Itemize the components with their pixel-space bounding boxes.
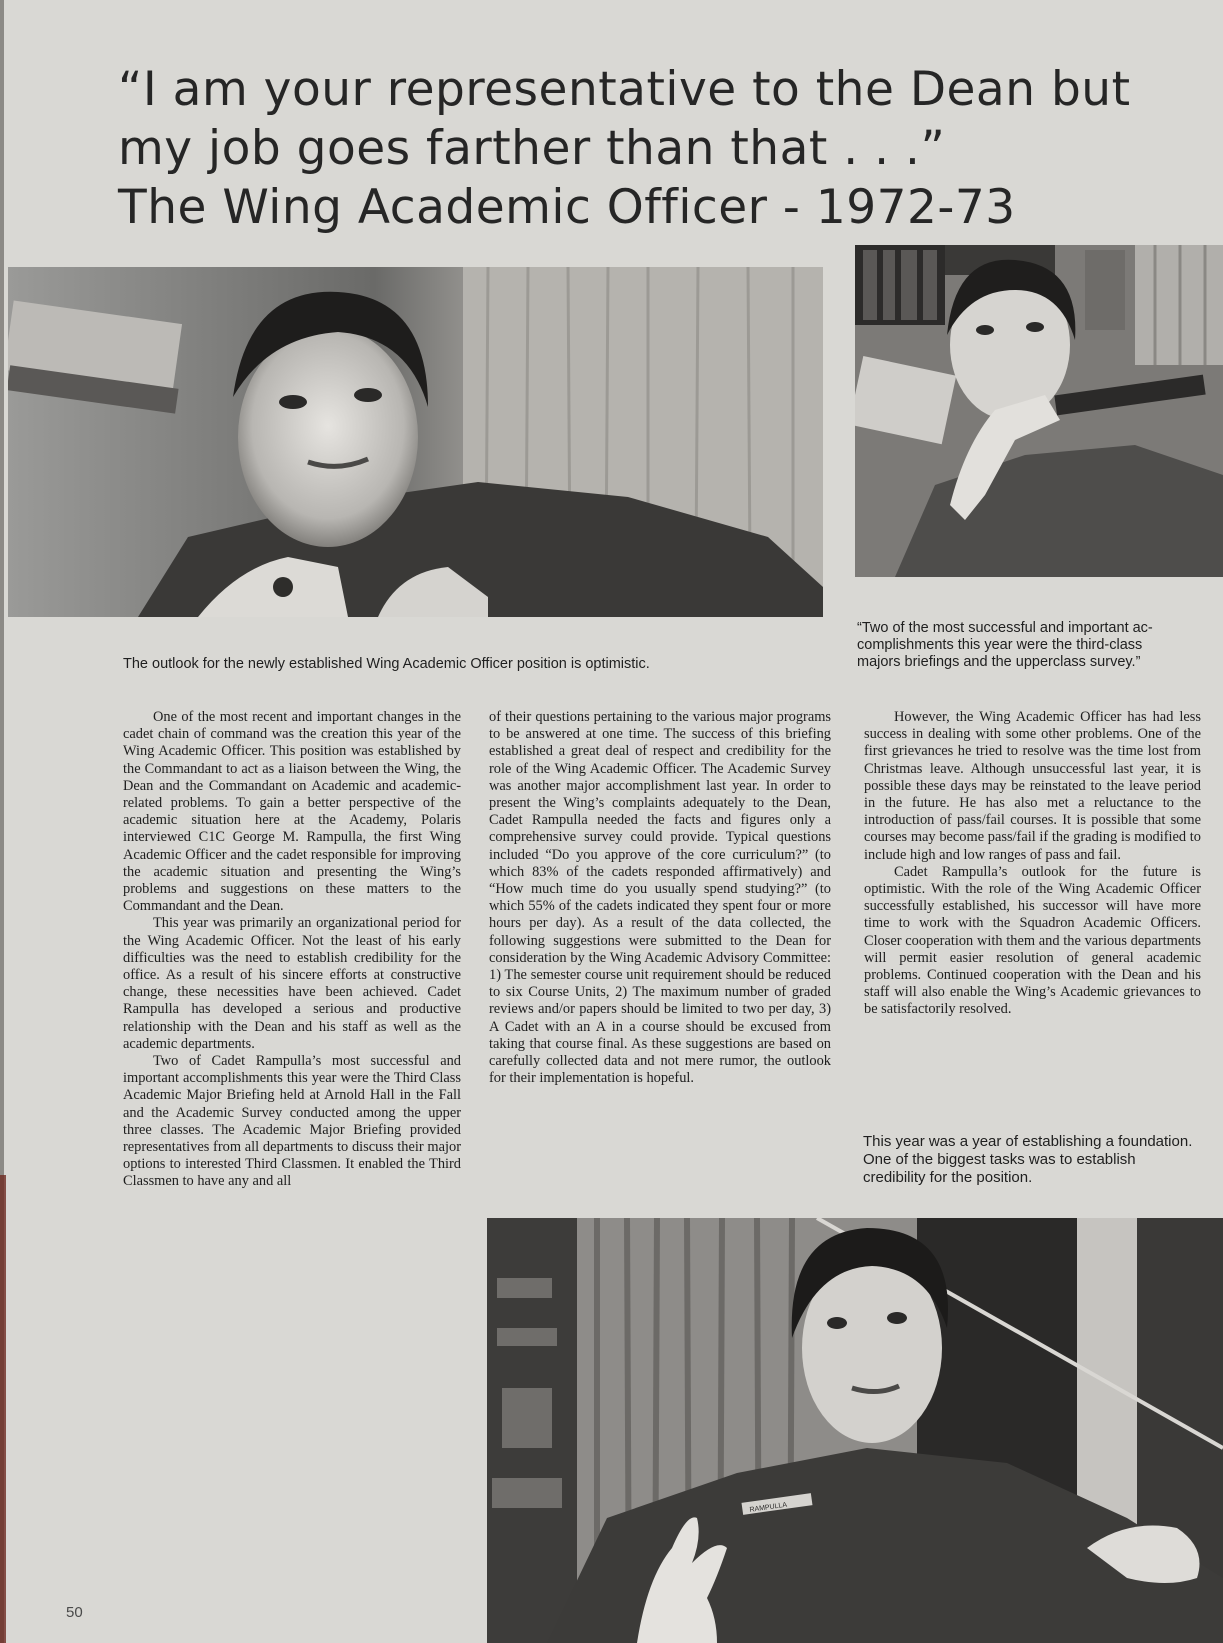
caption-bottom-line-2: One of the biggest tasks was to establish [863, 1151, 1136, 1168]
article-column-2 [489, 709, 831, 1087]
caption-bottom-line-1: This year was a year of establishing a foundation. [863, 1133, 1193, 1150]
photo-cadet-hand-on-chin [855, 245, 1223, 577]
photo-cadet-leaning-back [8, 267, 823, 617]
uniform-nametag: RAMPULLA [749, 1501, 788, 1514]
article-column-3 [864, 709, 1201, 1019]
article-paragraph: of their questions pertaining to the various major programs to be answered at one time. The success of this briefing established a great deal of respect and credibility for the role of the Wing Academic Officer. The Academic Survey was another major accomplishment last year. In order to present the Wing’s complaints adequately to the Dean, Cadet Rampulla needed the facts and figures only a comprehensive survey could provide. Typical questions included “Do you approve of the core curriculum?” (to which 83% of the cadets responded affirmatively) and “How much time do you usually spend studying?” (to which 55% of the cadets indicated they spent four or more hours per day). As a result of the data collected, the following suggestions were submitted to the Dean for consideration by the Wing Academic Advisory Committee: 1) The semester course unit requirement should be reduced to six Course Units, 2) The maximum number of graded reviews and/or papers should be limited to two per day, 3) A Cadet with an A in a course should be excused from taking that course final. As these suggestions are based on carefully collected data and not mere rumor, the outlook for their implementation is hopeful. [489, 709, 831, 1087]
caption-right-line-3: majors briefings and the upperclass survey.” [857, 654, 1141, 670]
article-paragraph: Cadet Rampulla’s outlook for the future is optimistic. With the role of the Wing Academic Officer successfully established, his successor will have more time to work with the Squadron Academic Officers. Closer cooperation with them and the various departments will permit easier resolution of general academic problems. Continued cooperation with the Dean and his staff will also enable the Wing’s Academic grievances to be satisfactorily resolved. [864, 863, 1201, 1018]
page-number: 50 [66, 1604, 83, 1621]
article-paragraph: One of the most recent and important changes in the cadet chain of command was the creation this year of the Wing Academic Officer. This position was established by the Commandant to act as a liaison between the Wing, the Dean and the Commandant on Academic and academic-related problems. To gain a better perspective of the academic situation here at the Academy, Polaris interviewed C1C George M. Rampulla, the first Wing Academic Officer and the cadet responsible for improving the academic situation and presenting the Wing’s problems and suggestions on these matters to the Commandant and the Dean. [123, 709, 461, 915]
photo-cadet-gesturing [487, 1218, 1223, 1643]
headline-line-1: “I am your representative to the Dean but [118, 62, 1131, 117]
headline-line-3: The Wing Academic Officer - 1972-73 [118, 180, 1016, 235]
article-paragraph: However, the Wing Academic Officer has had less success in dealing with some other problems. One of the first grievances he tried to resolve was the time lost from Christmas leave. Although unsuccessful last year, it is possible these days may be reinstated to the leave period in the future. He has also met a reluctance to the introduction of pass/fail courses. It is possible that some courses may become pass/fail if the grading is modified to include high and low ranges of pass and fail. [864, 709, 1201, 863]
article-paragraph: Two of Cadet Rampulla’s most successful and important accomplishments this year were the Third Class Academic Major Briefing held at Arnold Hall in the Fall and the Academic Survey conducted among the upper three classes. The Academic Major Briefing provided representatives from all departments to discuss their major options to interested Third Classmen. It enabled the Third Classmen to have any and all [123, 1053, 461, 1190]
article-column-1 [123, 709, 461, 1191]
article-paragraph: This year was primarily an organizational period for the Wing Academic Officer. Not the least of his early difficulties was the need to establish credibility for the office. As a result of his sincere efforts at constructive change, these necessities have been achieved. Cadet Rampulla has developed a serious and productive relationship with the Dean and his staff as well as the academic departments. [123, 915, 461, 1052]
caption-right-line-2: complishments this year were the third-class [857, 637, 1143, 653]
caption-right-photo [857, 620, 1207, 671]
headline-line-2: my job goes farther than that . . .” [118, 121, 946, 176]
page-edge-binding [0, 1175, 6, 1643]
page-headline [118, 60, 1131, 237]
caption-bottom-photo [863, 1133, 1218, 1187]
caption-left-photo: The outlook for the newly established Wing Academic Officer position is optimistic. [123, 656, 650, 672]
caption-bottom-line-3: credibility for the position. [863, 1169, 1033, 1186]
caption-right-line-1: “Two of the most successful and important ac- [857, 620, 1153, 636]
